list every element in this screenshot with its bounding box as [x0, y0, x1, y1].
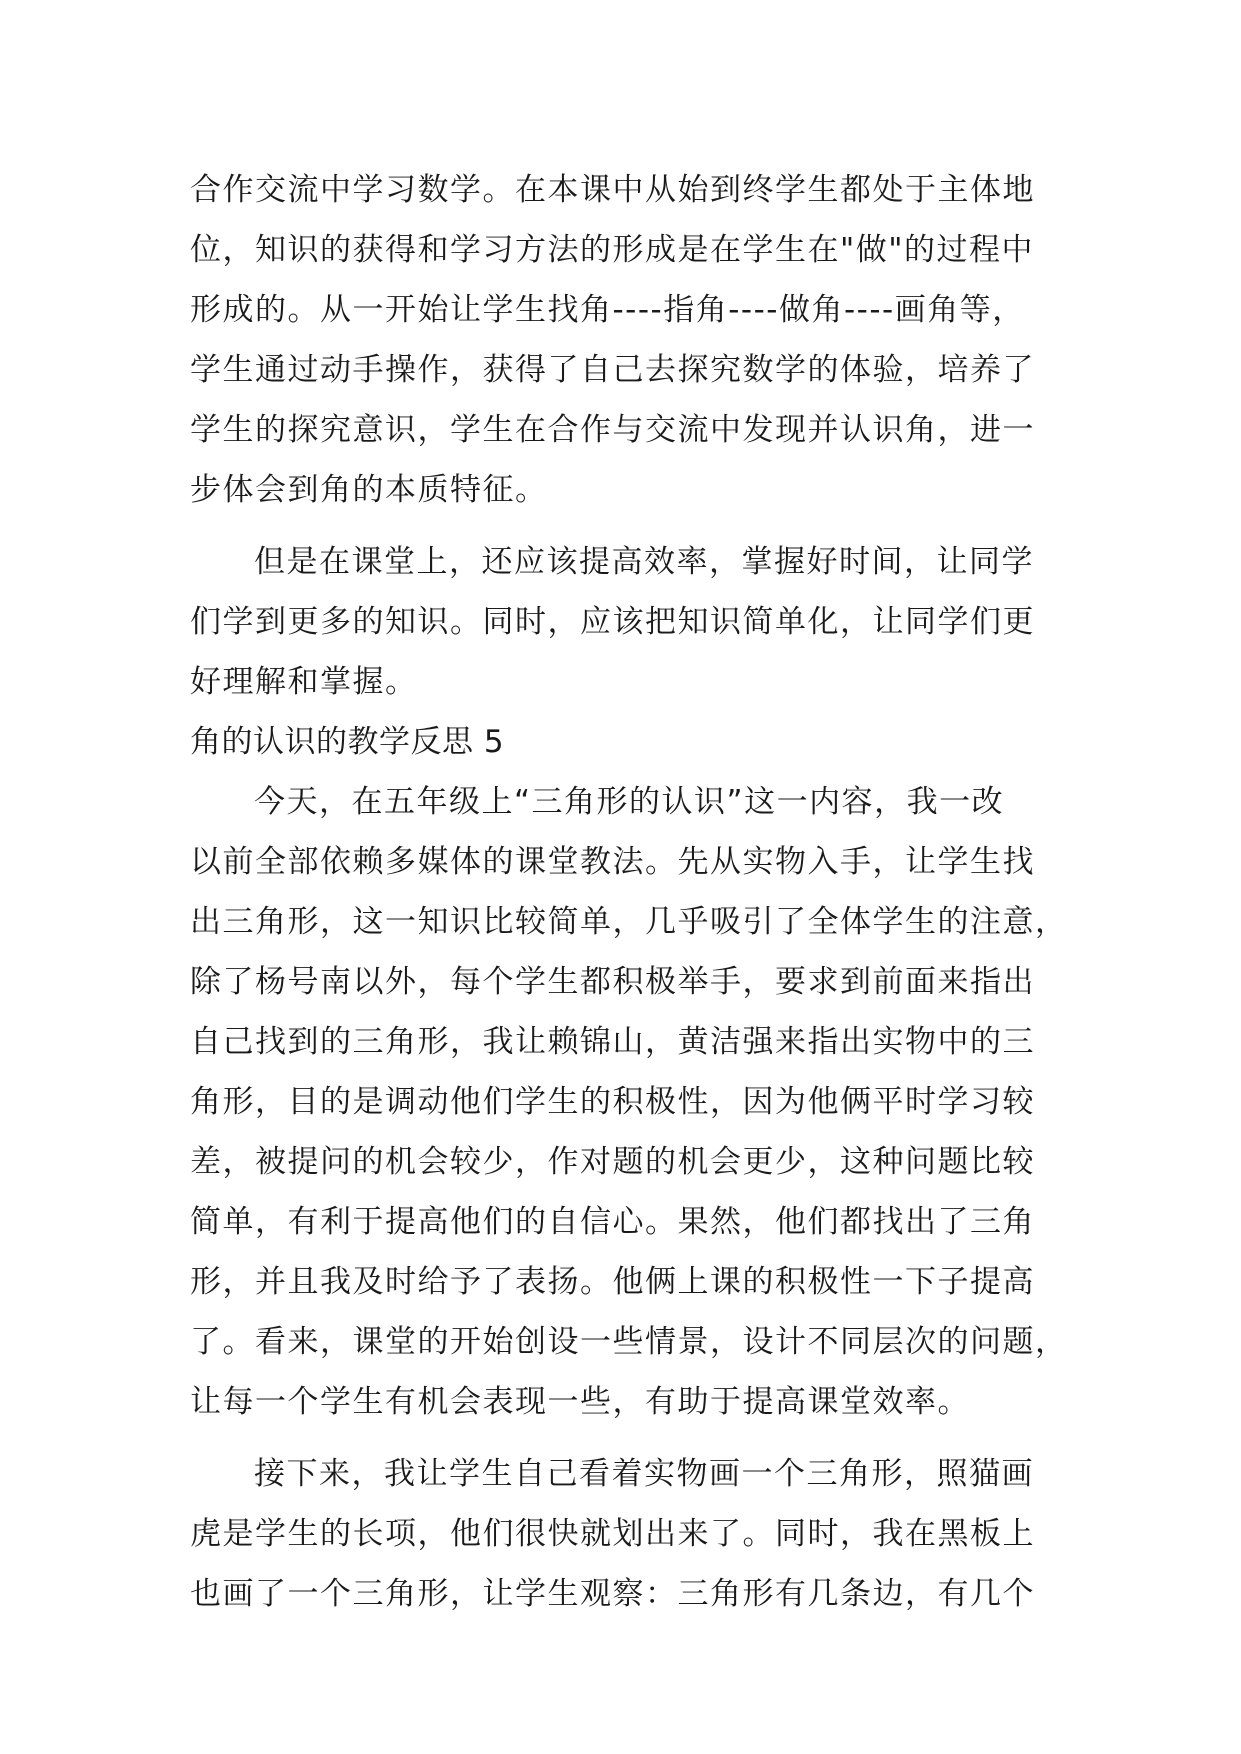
- text-line: 角形，目的是调动他们学生的积极性，因为他俩平时学习较: [190, 1084, 1035, 1120]
- text-line: 们学到更多的知识。同时，应该把知识简单化，让同学们更: [190, 604, 1035, 640]
- text-line: 除了杨号南以外，每个学生都积极举手，要求到前面来指出: [190, 964, 1035, 1000]
- text-line: 让每一个学生有机会表现一些，有助于提高课堂效率。: [190, 1384, 970, 1420]
- text-line: 学生通过动手操作，获得了自己去探究数学的体验，培养了: [190, 352, 1035, 388]
- text-line: 形，并且我及时给予了表扬。他俩上课的积极性一下子提高: [190, 1264, 1035, 1300]
- document-body: [190, 160, 1090, 1624]
- paragraph: [190, 1444, 1090, 1624]
- text-line: 虎是学生的长项，他们很快就划出来了。同时，我在黑板上: [190, 1516, 1035, 1552]
- text-line: 学生的探究意识，学生在合作与交流中发现并认识角，进一: [190, 412, 1035, 448]
- text-line: 自己找到的三角形，我让赖锦山，黄洁强来指出实物中的三: [190, 1024, 1035, 1060]
- text-line: 好理解和掌握。: [190, 664, 418, 700]
- text-line: 差，被提问的机会较少，作对题的机会更少，这种问题比较: [190, 1144, 1035, 1180]
- text-line: 位，知识的获得和学习方法的形成是在学生在"做"的过程中: [190, 232, 1035, 268]
- text-line: 合作交流中学习数学。在本课中从始到终学生都处于主体地: [190, 172, 1035, 208]
- text-line: 但是在课堂上，还应该提高效率，掌握好时间，让同学: [254, 544, 1034, 580]
- text-line: 了。看来，课堂的开始创设一些情景，设计不同层次的问题，: [190, 1324, 1068, 1360]
- paragraph: [190, 160, 1090, 520]
- text-line: 接下来，我让学生自己看着实物画一个三角形，照猫画: [254, 1456, 1034, 1492]
- text-line: 简单，有利于提高他们的自信心。果然，他们都找出了三角: [190, 1204, 1035, 1240]
- text-line: 出三角形，这一知识比较简单，几乎吸引了全体学生的注意，: [190, 904, 1068, 940]
- text-line: 今天，在五年级上“三角形的认识”这一内容，我一改: [254, 784, 1005, 820]
- section-heading: 角的认识的教学反思 5: [190, 724, 505, 760]
- text-line: 也画了一个三角形，让学生观察：三角形有几条边，有几个: [190, 1576, 1035, 1612]
- text-line: 以前全部依赖多媒体的课堂教法。先从实物入手，让学生找: [190, 844, 1035, 880]
- paragraph: [190, 772, 1090, 1432]
- paragraph: [190, 532, 1090, 712]
- text-line: 步体会到角的本质特征。: [190, 472, 548, 508]
- text-line: 形成的。从一开始让学生找角----指角----做角----画角等，: [190, 292, 1025, 328]
